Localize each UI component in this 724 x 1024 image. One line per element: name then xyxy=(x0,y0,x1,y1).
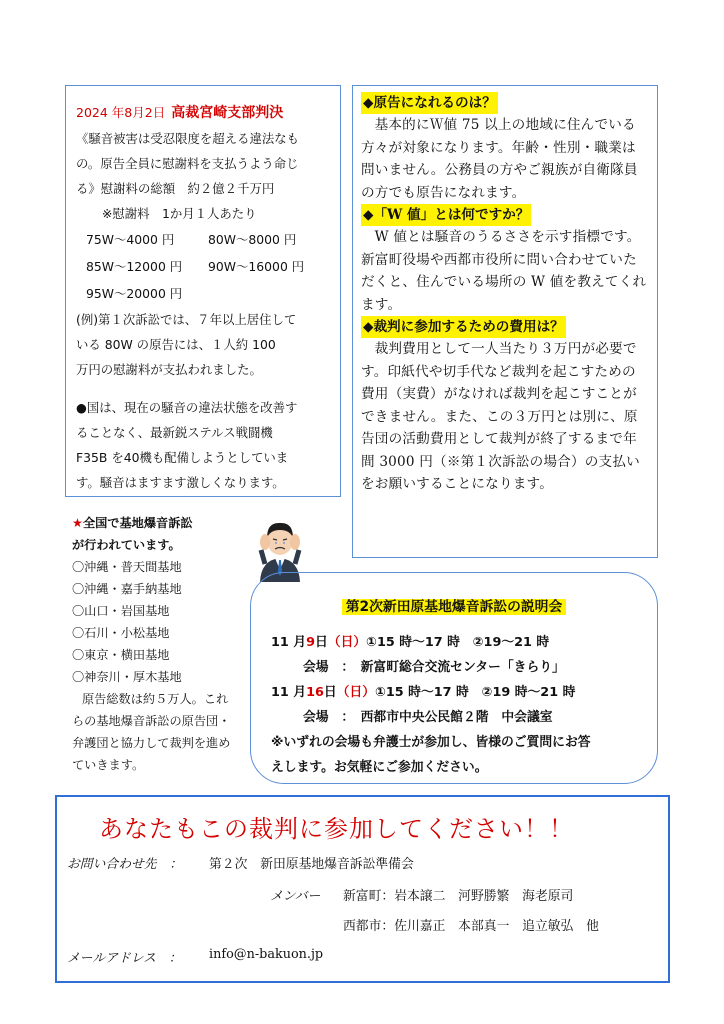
email-link[interactable]: info@n-bakuon.jp xyxy=(209,947,324,962)
total-line: ていきます。 xyxy=(72,758,145,772)
total-line: 原告総数は約５万人。これ xyxy=(82,692,229,706)
contact-label: お問い合わせ先 ： xyxy=(67,857,183,872)
note-line: ることなく、最新鋭ステルス戦闘機 xyxy=(76,425,273,440)
base-item: 〇沖縄・嘉手納基地 xyxy=(72,582,182,596)
answer-plaintiff: 基本的にＷ値 75 以上の地域に住んでいる方々が対象になります。年齢・性別・職業は問いません。公務員の方やご親族が自衛隊員の方でも原告になれます。 xyxy=(361,117,638,201)
example-line: いる 80W の原告には、１人約 100 xyxy=(76,337,276,352)
meeting-title: 第2次新田原基地爆音訴訟の説明会 xyxy=(251,595,657,620)
ruling-title: 高裁宮崎支部判決 xyxy=(171,105,284,121)
meeting-date-1: 11 月9日（日）①15 時～17 時 ②19～21 時 xyxy=(271,635,550,650)
note-line: F35B を40機も配備しようとしていま xyxy=(76,450,289,465)
example-line: (例)第１次訴訟では、７年以上居住して xyxy=(76,312,297,327)
answer-cost: 裁判費用として一人当たり３万円が必要です。印紙代や切手代など裁判を起こすための費用（実費）がなければ裁判を起こすことができません。また、この３万円とは別に、原告団の活動費用として裁判が終了するまで年間 3000 円（※第１次訴訟の場合）の支払いをお願いすることになります。 xyxy=(361,341,640,492)
total-line: 弁護団と協力して裁判を進め xyxy=(72,736,231,750)
rates-grid xyxy=(86,226,332,307)
contact-box xyxy=(55,795,670,983)
rate-item: 75W～4000 円 xyxy=(86,232,175,247)
ruling-line: 《騒音被害は受忍限度を超える違法なも xyxy=(76,131,300,146)
member-label: メンバー xyxy=(270,889,321,904)
total-line: らの基地爆音訴訟の原告団・ xyxy=(72,714,231,728)
rate-item: 90W～16000 円 xyxy=(208,259,305,274)
note-line: ●国は、現在の騒音の違法状態を改善す xyxy=(76,400,298,415)
meeting-note: ※いずれの会場も弁護士が参加し、皆様のご質問にお答 xyxy=(271,735,591,750)
base-item: 〇石川・小松基地 xyxy=(72,626,170,640)
base-item: 〇東京・横田基地 xyxy=(72,648,170,662)
nation-title-2: が行われています。 xyxy=(72,538,181,552)
question-w-value: ◆「W 値」とは何ですか？ xyxy=(361,204,531,226)
headline: あなたもこの裁判に参加してください！！ xyxy=(99,815,574,843)
meeting-box xyxy=(250,572,658,784)
question-cost: ◆裁判に参加するための費用は？ xyxy=(361,316,566,338)
rates-title: ※慰謝料 1か月１人あたり xyxy=(102,206,257,221)
note-line: す。騒音はますます激しくなります。 xyxy=(76,475,285,490)
base-item: 〇山口・岩国基地 xyxy=(72,604,170,618)
ruling-line: る》慰謝料の総額 約２億２千万円 xyxy=(76,181,275,196)
meeting-note: えします。お気軽にご参加ください。 xyxy=(271,760,488,775)
member-line: 西都市：佐川嘉正 本部真一 追立敏弘 他 xyxy=(343,919,599,934)
nationwide-lawsuits xyxy=(72,512,247,776)
base-item: 〇沖縄・普天間基地 xyxy=(72,560,182,574)
email-label: メールアドレス ： xyxy=(67,951,182,966)
star-icon: ★ xyxy=(72,516,83,530)
meeting-venue-2: 会場 ： 西都市中央公民館２階 中会議室 xyxy=(303,710,553,725)
question-plaintiff: ◆原告になれるのは？ xyxy=(361,92,498,114)
rate-item: 85W～12000 円 xyxy=(86,259,183,274)
member-line: 新富町：岩本譲二 河野勝繁 海老原司 xyxy=(343,889,574,904)
qa-box xyxy=(352,85,658,558)
meeting-venue-1: 会場 ： 新富町総合交流センター「きらり」 xyxy=(303,660,565,675)
base-item: 〇神奈川・厚木基地 xyxy=(72,670,182,684)
meeting-date-2: 11 月16日（日）①15 時～17 時 ②19 時～21 時 xyxy=(271,685,576,700)
ruling-date: 2024 年8月2日 xyxy=(76,105,166,120)
rate-item: 80W～8000 円 xyxy=(208,232,297,247)
example-line: 万円の慰謝料が支払われました。 xyxy=(76,362,262,377)
ruling-box xyxy=(65,85,341,497)
nation-title: ★全国で基地爆音訴訟 xyxy=(72,516,193,530)
ruling-heading xyxy=(76,100,332,126)
contact-value: 第２次 新田原基地爆音訴訟準備会 xyxy=(209,857,414,872)
ruling-line: の。原告全員に慰謝料を支払うよう命じ xyxy=(76,156,299,171)
rate-item: 95W～20000 円 xyxy=(86,286,183,301)
answer-w-value: W 値とは騒音のうるささを示す指標です。新富町役場や西都市役所に問い合わせていただくと、住んでいる場所の W 値を教えてくれます。 xyxy=(361,229,647,313)
